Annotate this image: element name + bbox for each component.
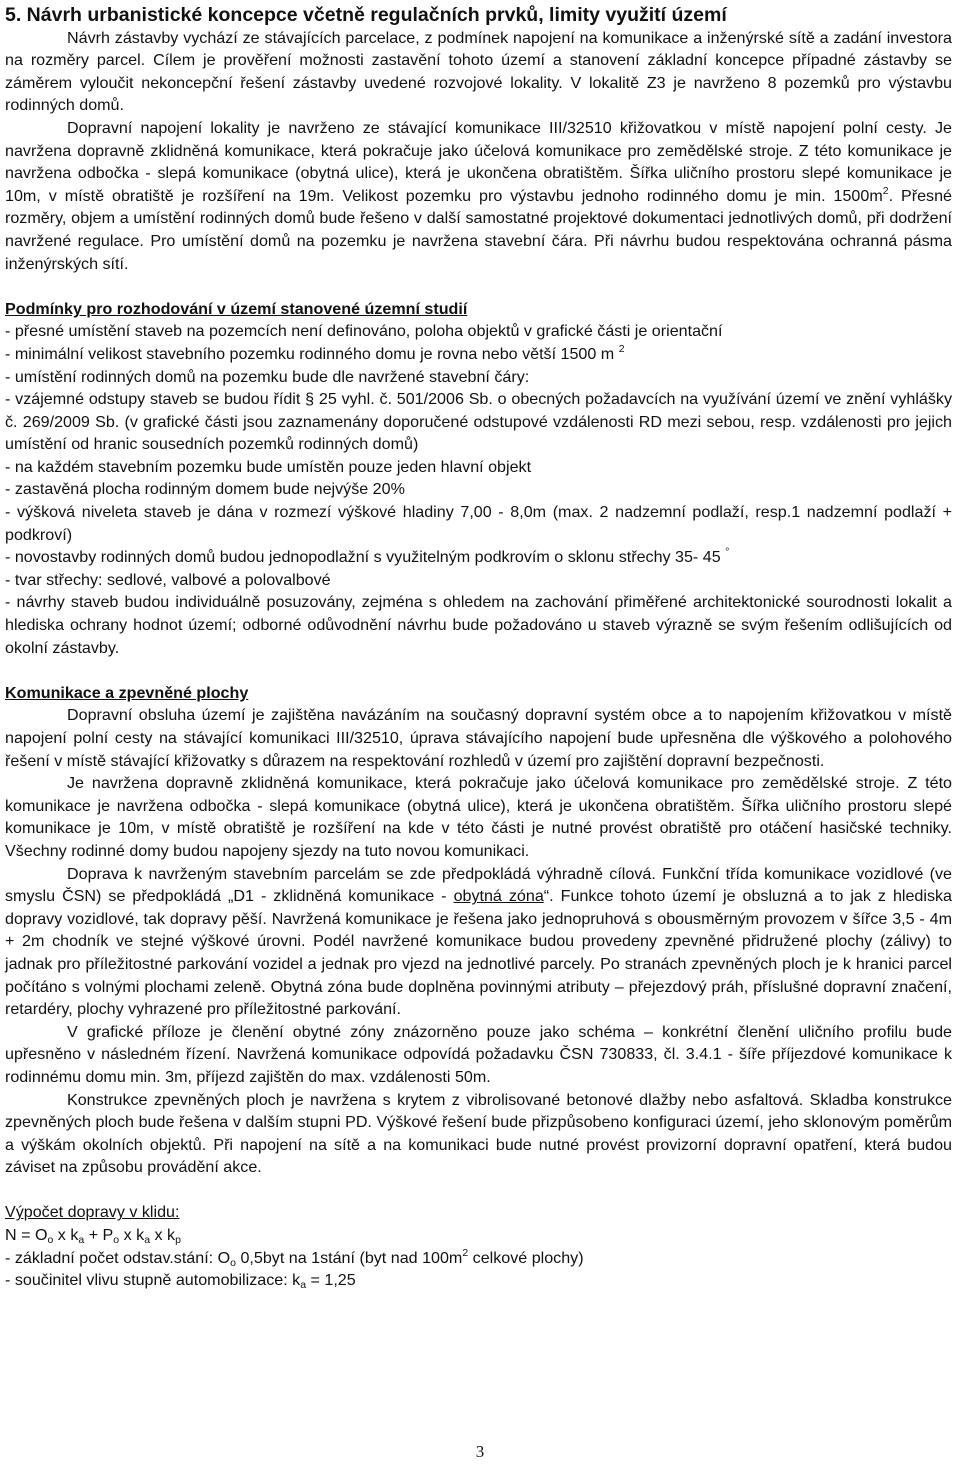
- roads-paragraph: Je navržena dopravně zklidněná komunikace, která pokračuje jako účelová komunikace pro zemědělské stroje. Z této komunikace je navržena odbočka - slepá komunikace (obytná ulice), která je ukončena obratištěm. Šířka uličního prostoru slepé komunikace je 10m, v místě obratiště je rozšíření na kde v této části je nutné provést obratiště pro otáčení hasičské techniky. Všechny rodinné domy budou napojeny sjezdy na tuto novou komunikaci.: [5, 774, 952, 860]
- condition-item: - na každém stavebním pozemku bude umístěn pouze jeden hlavní objekt: [5, 457, 532, 476]
- condition-item: - tvar střechy: sedlové, valbové a polovalbové: [5, 570, 331, 589]
- access-paragraph: Dopravní napojení lokality je navrženo ze stávající komunikace III/32510 křižovatkou v místě napojení polní cesty. Je navržena dopravně zklidněná komunikace, která pokračuje jako účelová komunikace pro zemědělské stroje. Z této komunikace je navržena odbočka - slepá komunikace (obytná ulice), která je ukončena obratištěm. Šířka uličního prostoru slepé komunikace je 10m, v místě obratiště je rozšíření na 19m. Velikost pozemku pro výstavbu jednoho rodinného domu je min. $1500m^2$. Přesné rozměry, objem a umístění rodinných domů bude řešeno v další samostatné projektové dokumentaci jednotlivých domů, při dodržení navržené regulace. Pro umístění domů na pozemku je navržena stavební čára. Při návrhu budou respektována ochranná pásma inženýrských sítí.: [5, 118, 952, 273]
- condition-item: - umístění rodinných domů na pozemku bude dle navržené stavební čáry:: [5, 367, 530, 386]
- roads-paragraph: V grafické příloze je členění obytné zóny znázorněno pouze jako schéma – konkrétní členění uličního profilu bude upřesněno v následném řízení. Navržená komunikace odpovídá požadavku ČSN 730833, čl. 3.4.1 - šíře příjezdové komunikace k rodinnému domu min. 3m, příjezd zajištěn do max. vzdálenosti 50m.: [5, 1022, 952, 1086]
- roads-heading: Komunikace a zpevněné plochy: [5, 683, 249, 702]
- spacer: [5, 659, 952, 682]
- parking-formula: $N = O_o$ x $k_a + P_o$ x $k_a$ x $k_p$: [5, 1226, 181, 1247]
- intro-paragraph: Návrh zástavby vychází ze stávajících parcelace, z podmínek napojení na komunikace a inženýrské sítě a zadání investora na rozměry parcel. Cílem je prověření možnosti zastavění tohoto území a stanovení základní koncepce případné zástavby se záměrem vyloučit nekoncepční řešení zástavby uvedené rozvojové lokality. V lokalitě Z3 je navrženo 8 pozemků pro výstavbu rodinných domů.: [5, 28, 952, 115]
- zone-term: obytná zóna: [453, 887, 544, 906]
- condition-item: - zastavěná plocha rodinným domem bude nejvýše 20%: [5, 480, 405, 499]
- condition-item: - návrhy staveb budou individuálně posuzovány, zejména s ohledem na zachování přiměřené architektonické sourodnosti lokalit a hlediska ochrany hodnot území; odborné odůvodnění návrhu bude požadováno u staveb výrazně se svým řešením odlišujících od okolní zástavby.: [5, 593, 952, 657]
- roads-paragraph: Konstrukce zpevněných ploch je navržena s krytem z vibrolisované betonové dlažby nebo asfaltová. Skladba konstrukce zpevněných ploch bude řešena v dalším stupni PD. Výškové řešení bude přizpůsobeno konfiguraci území, jeho sklonovým poměrům a výškám okolních objektů. Při napojení na sítě a na komunikaci bude nutné provést provizorní dopravní opatření, která budou záviset na způsobu provádění akce.: [5, 1090, 952, 1177]
- spacer: [5, 1179, 952, 1202]
- conditions-heading: Podmínky pro rozhodování v území stanovené územní studií: [5, 299, 468, 318]
- condition-item: - novostavby rodinných domů budou jednopodlažní s využitelným podkrovím o sklonu střechy 35- 45 °: [5, 546, 730, 567]
- condition-item: - minimální velikost stavebního pozemku rodinného domu je rovna nebo větší 1500 m $^2$: [5, 342, 625, 363]
- spacer: [5, 275, 952, 298]
- parking-heading: Výpočet dopravy v klidu:: [5, 1203, 180, 1222]
- parking-line: - součinitel vlivu stupně automobilizace: $k_a = 1,25$: [5, 1271, 356, 1292]
- condition-item: - výšková niveleta staveb je dána v rozmezí výškové hladiny 7,00 - 8,0m (max. 2 nadzemní podlaží, resp.1 nadzemní podlaží + podkroví): [5, 503, 952, 544]
- condition-item: - přesné umístění staveb na pozemcích není definováno, poloha objektů v grafické části je orientační: [5, 322, 723, 341]
- roads-paragraph: Doprava k navrženým stavebním parcelám se zde předpokládá výhradně cílová. Funkční třída komunikace vozidlové (ve smyslu ČSN) se předpokládá „D1 - zklidněná komunikace - obytná zóna“. Funkce tohoto území je obsluzná a to jak z hlediska dopravy vozidlové, tak dopravy pěší. Navržená komunikace je řešena jako jednopruhová s obousměrným provozem v šířce 3,5 - 4m + 2m chodník ve stejné výškové úrovni. Podél navržené komunikace budou provedeny zpevněné přidružené plochy (zálivy) to jadnak pro příležitostné parkování vozidel a jednak pro vjezd na jednotlivé parcely. Po stranách zpevněných ploch je k hranici parcel počítáno s volnými plochami zeleně. Obytná zóna bude doplněna povinnými atributy – přejezdový práh, příslušné dopravní značení, retardéry, plochy vyhrazené pro příležitostné parkování.: [5, 864, 952, 1019]
- page-number: 3: [475, 1442, 485, 1461]
- roads-paragraph: Dopravní obsluha území je zajištěna navázáním na současný dopravní systém obce a to napojením křižovatkou v místě napojení polní cesty na stávající komunikaci III/32510, úprava stávajícího napojení bude upřesněna dle výškového a polohového řešení v místě stávající křižovatky s důrazem na respektování rozhledů v území pro zajištění dopravní bezpečnosti.: [5, 706, 952, 770]
- condition-item: - vzájemné odstupy staveb se budou řídit § 25 vyhl. č. 501/2006 Sb. o obecných požadavcích na využívání území ve znění vyhlášky č. 269/2009 Sb. (v grafické části jsou zaznamenány doporučené odstupové vzdálenosti RD mezi sebou, resp. vzdálenosti pro jejich umístění od hranic sousedních pozemků rodinných domů): [5, 390, 952, 454]
- section-title: 5. Návrh urbanistické koncepce včetně regulačních prvků, limity využití území: [5, 4, 727, 26]
- parking-line: - základní počet odstav.stání: $O_o$ 0,5byt na 1stání (byt nad $100m^2$ celkové plochy): [5, 1246, 584, 1269]
